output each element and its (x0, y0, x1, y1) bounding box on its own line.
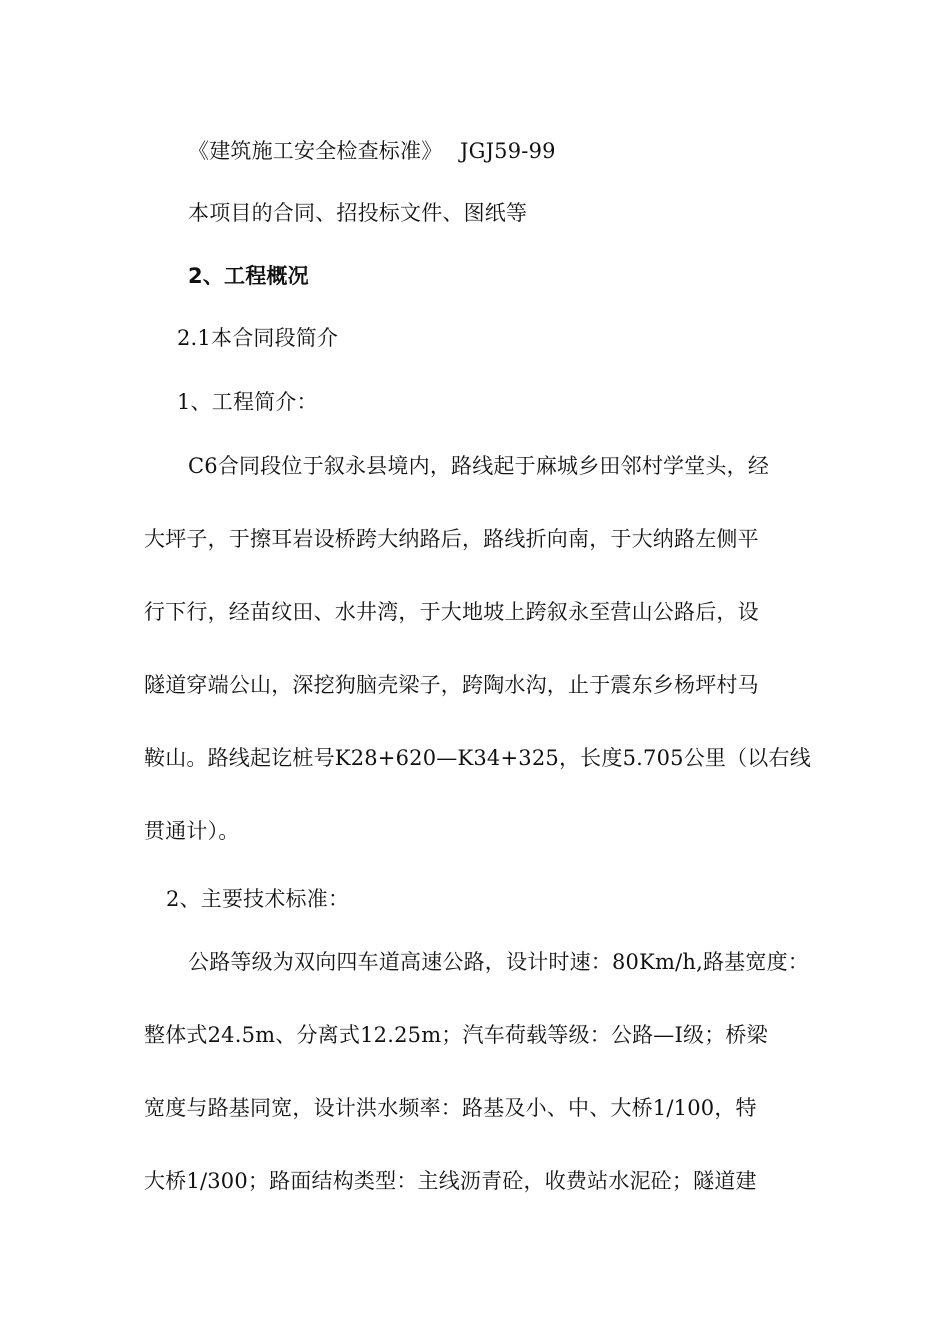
paragraph-1-line: 贯通计）。 (144, 819, 240, 843)
reference-documents-line: 本项目的合同、招投标文件、图纸等 (188, 201, 528, 225)
paragraph-2-line: 公路等级为双向四车道高速公路，设计时速：80Km/h,路基宽度： (188, 950, 809, 974)
paragraph-1-line: 隧道穿端公山，深挖狗脑壳梁子，跨陶水沟，止于震东乡杨坪村马 (144, 673, 759, 697)
paragraph-2-line: 宽度与路基同宽，设计洪水频率：路基及小、中、大桥1/100，特 (144, 1096, 757, 1120)
reference-standard-line: 《建筑施工安全检查标准》 JGJ59-99 (188, 139, 556, 163)
paragraph-1-line: 鞍山。路线起讫桩号K28+620—K34+325，长度5.705公里（以右线 (144, 746, 811, 770)
item-1-title: 1、工程简介： (177, 390, 318, 414)
paragraph-1-line: C6合同段位于叙永县境内，路线起于麻城乡田邻村学堂头，经 (188, 454, 770, 478)
paragraph-1-line: 大坪子，于擦耳岩设桥跨大纳路后，路线折向南，于大纳路左侧平 (144, 527, 759, 551)
paragraph-1-line: 行下行，经苗纹田、水井湾，于大地坡上跨叙永至营山公路后，设 (144, 600, 759, 624)
paragraph-2-line: 整体式24.5m、分离式12.25m；汽车荷载等级：公路—Ⅰ级；桥梁 (144, 1023, 768, 1047)
section-title: 2、工程概况 (188, 264, 309, 288)
subsection-title: 2.1本合同段简介 (177, 326, 339, 350)
paragraph-2-line: 大桥1/300；路面结构类型：主线沥青砼，收费站水泥砼；隧道建 (144, 1169, 757, 1193)
item-2-title: 2、主要技术标准： (166, 887, 350, 911)
